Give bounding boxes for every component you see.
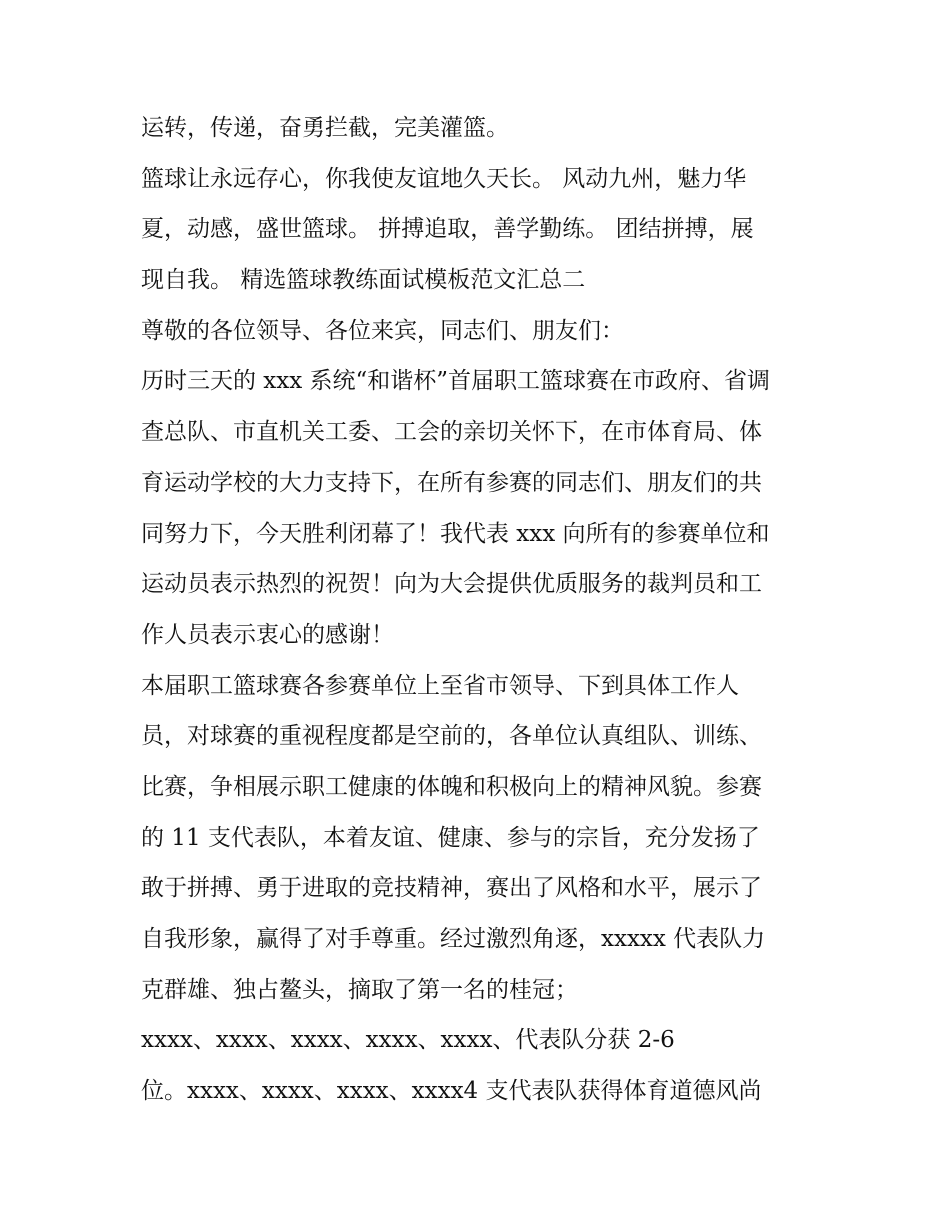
text-line: 员，对球赛的重视程度都是空前的，各单位认真组队、训练、 <box>141 723 762 750</box>
text-line: 作人员表示衷心的感谢！ <box>141 621 394 648</box>
document-body <box>141 103 831 1117</box>
text-line: 同努力下，今天胜利闭幕了！我代表 xxx 向所有的参赛单位和 <box>141 520 770 547</box>
text-line: xxxx、xxxx、xxxx、xxxx、xxxx、代表队分获 2-6 <box>141 1027 675 1054</box>
text-line: 自我形象，赢得了对手尊重。经过激烈角逐，xxxxx 代表队力 <box>141 926 766 952</box>
text-line: 比赛，争相展示职工健康的体魄和积极向上的精神风貌。参赛 <box>141 773 762 800</box>
text-line: 敢于拼搏、勇于进取的竞技精神，赛出了风格和水平，展示了 <box>141 875 762 902</box>
text-line: 查总队、市直机关工委、工会的亲切关怀下，在市体育局、体 <box>141 419 762 446</box>
text-line: 夏，动感，盛世篮球。 拼搏追取，善学勤练。 团结拼搏，展 <box>141 216 754 243</box>
text-line: 的 11 支代表队，本着友谊、健康、参与的宗旨，充分发扬了 <box>141 824 760 851</box>
text-line: 尊敬的各位领导、各位来宾，同志们、朋友们： <box>141 317 624 344</box>
text-line: 运转，传递，奋勇拦截，完美灌篮。 <box>141 115 509 141</box>
text-line: 历时三天的 xxx 系统“和谐杯”首届职工篮球赛在市政府、省调 <box>141 368 771 395</box>
text-line: 篮球让永远存心，你我使友谊地久天长。 风动九州，魅力华 <box>141 165 747 192</box>
text-line: 位。xxxx、xxxx、xxxx、xxxx4 支代表队获得体育道德风尚 <box>141 1078 762 1105</box>
text-line: 育运动学校的大力支持下，在所有参赛的同志们、朋友们的共 <box>141 469 762 496</box>
text-line: 本届职工篮球赛各参赛单位上至省市领导、下到具体工作人 <box>141 672 739 699</box>
text-line: 现自我。 精选篮球教练面试模板范文汇总二 <box>141 267 586 294</box>
text-line: 克群雄、独占鳌头，摘取了第一名的桂冠； <box>141 976 578 1003</box>
text-line: 运动员表示热烈的祝贺！向为大会提供优质服务的裁判员和工 <box>141 571 762 598</box>
